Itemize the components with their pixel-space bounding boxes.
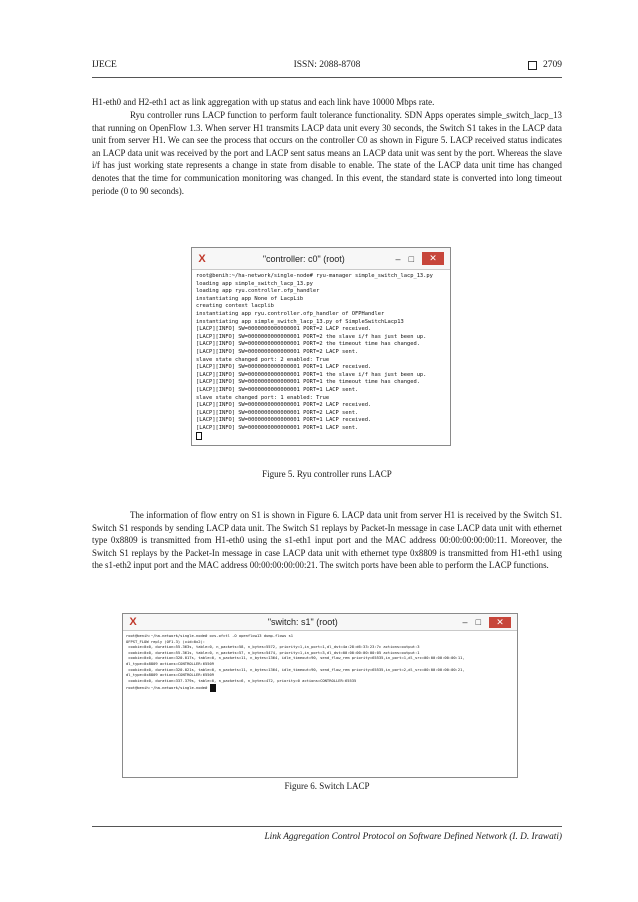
journal-name: IJECE	[92, 60, 117, 70]
terminal-line: slave state changed port: 1 enabled: True	[196, 394, 330, 401]
issn: ISSN: 2088-8708	[293, 60, 361, 70]
terminal-cursor	[196, 432, 202, 440]
window-titlebar	[192, 248, 450, 270]
terminal-line: OFPST_FLOW reply (OF1.3) (xid=0x2):	[126, 639, 206, 644]
window-title: "switch: s1" (root)	[267, 617, 338, 627]
terminal-line: cookie=0x0, duration=55.361s, table=0, n_packets=57, n_bytes=5474, priority=1,in_port=3,dl_dst=00:00:00:00:00:05 actions=output:1	[126, 650, 420, 655]
terminal-line: root@benih:~/ha-network/single-node# ovs-ofctl -O openflow13 dump-flows s1	[126, 634, 294, 638]
terminal-output[interactable]	[192, 270, 450, 443]
maximize-button[interactable]: □	[475, 617, 481, 627]
terminal-line	[196, 432, 446, 440]
figure-5-caption: Figure 5. Ryu controller runs LACP	[262, 469, 392, 479]
terminal-line: [LACP][INFO] SW=0000000000000001 PORT=2 LACP sent.	[196, 409, 359, 416]
terminal-line: dl_type=0x8809 actions=CONTROLLER:65509	[126, 673, 215, 678]
terminal-line: dl_type=0x8809 actions=CONTROLLER:65509	[126, 661, 215, 666]
terminal-line: [LACP][INFO] SW=0000000000000001 PORT=2 LACP received.	[196, 402, 372, 409]
terminal-line: [LACP][INFO] SW=0000000000000001 PORT=2 the slave i/f has just been up.	[196, 333, 427, 340]
terminal-line: instantiating app None of LacpLib	[196, 295, 304, 302]
terminal-line: [LACP][INFO] SW=0000000000000001 PORT=1 LACP received.	[196, 417, 372, 424]
footer-rule	[92, 826, 562, 827]
figure-5-terminal-window	[191, 247, 451, 446]
maximize-button[interactable]: □	[408, 253, 414, 264]
minimize-button[interactable]: –	[395, 253, 401, 264]
terminal-output[interactable]	[123, 631, 517, 693]
figure-6-caption: Figure 6. Switch LACP	[284, 781, 370, 791]
terminal-line: [LACP][INFO] SW=0000000000000001 PORT=1 the timeout time has changed.	[196, 379, 420, 386]
terminal-line: [LACP][INFO] SW=0000000000000001 PORT=2 LACP sent.	[196, 348, 359, 355]
window-titlebar	[123, 614, 517, 631]
close-button[interactable]: ✕	[489, 617, 511, 628]
header-rule	[92, 77, 562, 78]
xterm-x-icon: X	[198, 252, 206, 265]
terminal-line: root@benih:~/ha-network/single-node# ryu-manager simple_switch_lacp_13.py	[196, 273, 433, 279]
terminal-line: [LACP][INFO] SW=0000000000000001 PORT=1 LACP sent.	[196, 386, 359, 393]
page-header	[92, 58, 562, 72]
close-button[interactable]: ✕	[422, 252, 444, 265]
terminal-line: cookie=0x0, duration=55.363s, table=0, n_packets=58, n_bytes=5572, priority=1,in_port=1,dl_dst=4a:28:d6:33:23:7c actions=output:3	[126, 645, 420, 650]
terminal-cursor	[210, 684, 216, 692]
terminal-line: loading app ryu.controller.ofp_handler	[196, 288, 320, 295]
figure-6-terminal-window	[122, 613, 518, 778]
terminal-line: instantiating app simple_switch_lacp_13.py of SimpleSwitchLacp13	[196, 318, 404, 325]
terminal-line: [LACP][INFO] SW=0000000000000001 PORT=2 the timeout time has changed.	[196, 341, 420, 348]
terminal-line: cookie=0x0, duration=320.017s, table=0, n_packets=11, n_bytes=1364, idle_timeout=90, send_flow_rem priority=65535,in_port=1,dl_src=00:00:00:00:00:11,	[126, 656, 465, 661]
terminal-line: cookie=0x0, duration=337.379s, table=0, n_packets=6, n_bytes=472, priority=0 actions=CONTROLLER:65535	[126, 678, 357, 683]
terminal-line: [LACP][INFO] SW=0000000000000001 PORT=2 LACP received.	[196, 326, 372, 333]
terminal-line: instantiating app ryu.controller.ofp_handler of OFPHandler	[196, 310, 385, 317]
minimize-button[interactable]: –	[462, 617, 468, 627]
xterm-x-icon: X	[129, 616, 137, 628]
terminal-line: creating context lacplib	[196, 303, 274, 310]
terminal-line: cookie=0x0, duration=320.021s, table=0, n_packets=11, n_bytes=1364, idle_timeout=90, send_flow_rem priority=65535,in_port=2,dl_src=00:00:00:00:00:21,	[126, 667, 465, 672]
terminal-line: [LACP][INFO] SW=0000000000000001 PORT=1 LACP sent.	[196, 424, 359, 431]
paragraph-2: Ryu controller runs LACP function to perform fault tolerance functionality. SDN Apps operates simple_switch_lacp_13 that running on OpenFlow 1.3. When server H1 transmits LACP data unit every 30 seconds, the Switch S1 takes in the LACP data unit from server H1. We can see the process that occurs on the controller C0 as shown in Figure 5. LACP received status indicates an LACP data unit was received by the port and LACP sent satus means an LACP data unit was sent by the port. Whereas the slave i/f has just working state represents a change in state from disable to enable. The state of the LACP data unit time has changed denotes that the time for communication monitoring was changed. In this event, the standard state is converted into long timeout periode (0 to 90 seconds).	[92, 110, 562, 196]
terminal-line: [LACP][INFO] SW=0000000000000001 PORT=1 LACP received.	[196, 364, 372, 371]
terminal-line: root@benih:~/ha-network/single-node#	[126, 684, 514, 690]
terminal-line: loading app simple_switch_lacp_13.py	[196, 280, 313, 287]
terminal-line: slave state changed port: 2 enabled: True	[196, 356, 330, 363]
terminal-line: [LACP][INFO] SW=0000000000000001 PORT=1 the slave i/f has just been up.	[196, 371, 427, 378]
paragraph-3: The information of flow entry on S1 is shown in Figure 6. LACP data unit from server H1 is received by the Switch S1. Switch S1 responds by sending LACP data unit. The Switch S1 replays by Packet-In message in case LACP data unit with ethernet type 0x8809 is transmitted from H1-eth0 using the s1-eth1 input port and the MAC address 00:00:00:00:00:11. Moreover, the Switch S1 replays by the Packet-In message in case LACP data unit with ethernet type 0x8809 is transmitted from H1-eth1 using the s1-eth2 input port and the MAC address 00:00:00:00:00:21. The switch ports have been able to perform the LACP functions.	[92, 510, 562, 571]
window-title: "controller: c0" (root)	[262, 253, 345, 264]
page-number: 2709	[543, 60, 563, 70]
checkbox-square-icon	[528, 61, 537, 70]
page-footer: Link Aggregation Control Protocol on Software Defined Network (I. D. Irawati)	[264, 832, 562, 842]
paragraph-1: H1-eth0 and H2-eth1 act as link aggregation with up status and each link have 10000 Mbps rate.	[92, 97, 435, 107]
